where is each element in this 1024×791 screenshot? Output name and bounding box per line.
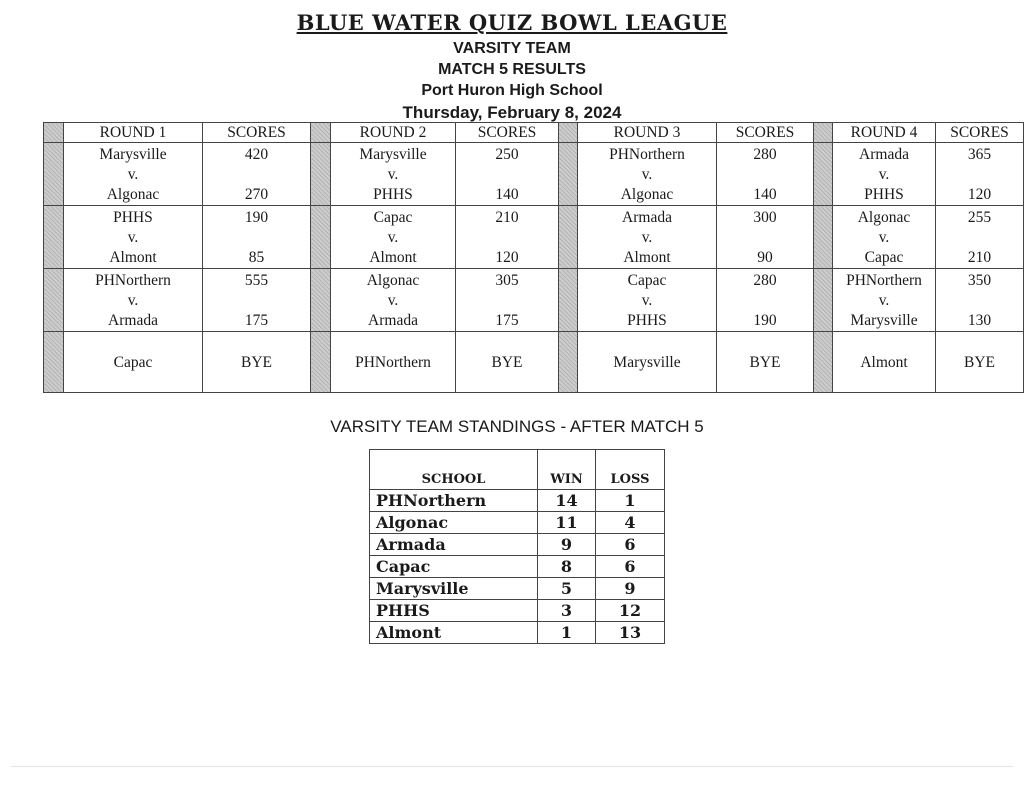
scores-header: SCORES — [203, 123, 311, 143]
versus-label: v. — [127, 166, 139, 183]
round-spacer — [44, 143, 64, 206]
round-spacer — [311, 269, 331, 332]
score-2: 140 — [495, 186, 519, 203]
score-spacer — [203, 291, 310, 311]
match-row — [44, 206, 1024, 269]
standings-loss: 12 — [596, 600, 665, 622]
page-edge-line — [10, 766, 1014, 767]
match-scores — [717, 269, 814, 332]
standings-win: 5 — [538, 578, 596, 600]
round-spacer — [44, 206, 64, 269]
round-spacer — [44, 332, 64, 393]
standings-row — [370, 600, 665, 622]
team-1: PHNorthern — [846, 272, 922, 289]
round-spacer — [814, 269, 833, 332]
round-spacer — [814, 143, 833, 206]
match-scores — [456, 269, 559, 332]
round-spacer — [814, 332, 833, 393]
round-spacer — [311, 206, 331, 269]
round-header: ROUND 1 — [64, 123, 203, 143]
team-1: Marysville — [359, 146, 427, 163]
bye-team: PHNorthern — [331, 332, 456, 393]
bye-row — [44, 332, 1024, 393]
scores-header: SCORES — [717, 123, 814, 143]
bye-label: BYE — [936, 332, 1024, 393]
score-spacer — [936, 165, 1023, 185]
match-teams — [331, 206, 456, 269]
results-header-row — [44, 123, 1024, 143]
score-1: 555 — [244, 272, 269, 289]
standings-loss: 13 — [596, 622, 665, 644]
team-2: Capac — [864, 249, 904, 266]
team-level: VARSITY TEAM — [453, 40, 571, 57]
team-1: PHNorthern — [95, 272, 171, 289]
round-spacer — [559, 206, 578, 269]
score-2: 85 — [248, 249, 265, 266]
versus-label: v. — [387, 229, 399, 246]
school-header: SCHOOL — [370, 450, 538, 490]
score-2: 130 — [967, 312, 992, 329]
round-spacer — [559, 269, 578, 332]
round-spacer — [814, 123, 833, 143]
league-title: BLUE WATER QUIZ BOWL LEAGUE — [296, 10, 728, 35]
results-table — [43, 122, 1024, 393]
match-teams — [578, 143, 717, 206]
match-scores — [203, 206, 311, 269]
standings-loss: 9 — [596, 578, 665, 600]
score-spacer — [717, 228, 813, 248]
round-spacer — [559, 332, 578, 393]
standings-school: PHNorthern — [370, 490, 538, 512]
team-1: Marysville — [99, 146, 167, 163]
versus-label: v. — [878, 166, 890, 183]
score-1: 210 — [495, 209, 519, 226]
match-scores — [203, 143, 311, 206]
score-2: 190 — [753, 312, 777, 329]
standings-row — [370, 578, 665, 600]
score-spacer — [456, 291, 558, 311]
team-2: PHHS — [627, 312, 667, 329]
team-1: Armada — [859, 146, 909, 163]
match-scores — [936, 206, 1024, 269]
match-scores — [717, 206, 814, 269]
bye-team: Capac — [64, 332, 203, 393]
match-row — [44, 269, 1024, 332]
team-2: Algonac — [106, 186, 160, 203]
standings-school: Almont — [370, 622, 538, 644]
score-1: 365 — [967, 146, 992, 163]
score-1: 350 — [967, 272, 992, 289]
standings-school: Armada — [370, 534, 538, 556]
score-1: 420 — [244, 146, 269, 163]
team-1: Algonac — [366, 272, 420, 289]
bye-team: Marysville — [578, 332, 717, 393]
versus-label: v. — [387, 292, 399, 309]
standings-school: PHHS — [370, 600, 538, 622]
round-spacer — [44, 269, 64, 332]
score-spacer — [717, 291, 813, 311]
team-1: PHNorthern — [609, 146, 685, 163]
match-scores — [717, 143, 814, 206]
standings-row — [370, 556, 665, 578]
score-2: 120 — [967, 186, 992, 203]
standings-loss: 6 — [596, 556, 665, 578]
round-spacer — [814, 206, 833, 269]
standings-win: 14 — [538, 490, 596, 512]
venue: Port Huron High School — [421, 82, 603, 99]
bye-label: BYE — [717, 332, 814, 393]
standings-school: Algonac — [370, 512, 538, 534]
match-teams — [833, 269, 936, 332]
standings-row — [370, 534, 665, 556]
standings-row — [370, 622, 665, 644]
round-spacer — [311, 123, 331, 143]
standings-win: 9 — [538, 534, 596, 556]
match-scores — [456, 143, 559, 206]
versus-label: v. — [127, 292, 139, 309]
bye-label: BYE — [203, 332, 311, 393]
standings-school: Marysville — [370, 578, 538, 600]
team-2: PHHS — [373, 186, 413, 203]
standings-row — [370, 490, 665, 512]
standings-row — [370, 512, 665, 534]
score-1: 300 — [753, 209, 777, 226]
match-row — [44, 143, 1024, 206]
round-spacer — [559, 123, 578, 143]
match-teams — [331, 143, 456, 206]
standings-win: 1 — [538, 622, 596, 644]
match-scores — [456, 206, 559, 269]
score-2: 120 — [495, 249, 519, 266]
match-teams — [578, 269, 717, 332]
round-spacer — [44, 123, 64, 143]
team-2: Armada — [368, 312, 418, 329]
versus-label: v. — [641, 229, 653, 246]
standings-loss: 1 — [596, 490, 665, 512]
versus-label: v. — [127, 229, 139, 246]
match-date: Thursday, February 8, 2024 — [402, 103, 622, 122]
score-1: 255 — [967, 209, 992, 226]
standings-loss: 4 — [596, 512, 665, 534]
match-teams — [833, 143, 936, 206]
score-1: 250 — [495, 146, 519, 163]
score-spacer — [456, 165, 558, 185]
score-spacer — [203, 228, 310, 248]
round-header: ROUND 4 — [833, 123, 936, 143]
match-teams — [833, 206, 936, 269]
team-1: PHHS — [113, 209, 153, 226]
standings-table — [369, 449, 665, 644]
match-teams — [64, 143, 203, 206]
team-1: Capac — [627, 272, 667, 289]
match-title: MATCH 5 RESULTS — [438, 61, 586, 78]
score-spacer — [936, 228, 1023, 248]
team-2: Almont — [109, 249, 157, 266]
scores-header: SCORES — [936, 123, 1024, 143]
score-spacer — [936, 291, 1023, 311]
loss-header: LOSS — [596, 450, 665, 490]
score-2: 175 — [495, 312, 519, 329]
match-teams — [331, 269, 456, 332]
team-2: PHHS — [864, 186, 904, 203]
score-2: 90 — [757, 249, 773, 266]
versus-label: v. — [641, 166, 653, 183]
standings-win: 8 — [538, 556, 596, 578]
team-2: Armada — [108, 312, 158, 329]
standings-header-row — [370, 450, 665, 490]
win-header: WIN — [538, 450, 596, 490]
team-2: Algonac — [620, 186, 674, 203]
match-teams — [64, 206, 203, 269]
versus-label: v. — [878, 229, 890, 246]
team-2: Almont — [623, 249, 671, 266]
team-2: Marysville — [850, 312, 918, 329]
score-1: 305 — [495, 272, 519, 289]
versus-label: v. — [878, 292, 890, 309]
team-1: Armada — [622, 209, 672, 226]
score-spacer — [456, 228, 558, 248]
versus-label: v. — [641, 292, 653, 309]
score-spacer — [203, 165, 310, 185]
standings-win: 11 — [538, 512, 596, 534]
round-spacer — [311, 143, 331, 206]
versus-label: v. — [387, 166, 399, 183]
bye-label: BYE — [456, 332, 559, 393]
score-2: 270 — [244, 186, 269, 203]
score-2: 210 — [967, 249, 992, 266]
score-1: 190 — [244, 209, 269, 226]
match-scores — [203, 269, 311, 332]
score-spacer — [717, 165, 813, 185]
match-teams — [578, 206, 717, 269]
standings-loss: 6 — [596, 534, 665, 556]
round-spacer — [311, 332, 331, 393]
score-1: 280 — [753, 272, 777, 289]
round-header: ROUND 3 — [578, 123, 717, 143]
round-spacer — [559, 143, 578, 206]
scores-header: SCORES — [456, 123, 559, 143]
match-teams — [64, 269, 203, 332]
match-scores — [936, 269, 1024, 332]
match-scores — [936, 143, 1024, 206]
standings-school: Capac — [370, 556, 538, 578]
score-2: 175 — [244, 312, 269, 329]
team-1: Algonac — [857, 209, 911, 226]
standings-win: 3 — [538, 600, 596, 622]
score-1: 280 — [753, 146, 777, 163]
team-2: Almont — [369, 249, 417, 266]
round-header: ROUND 2 — [331, 123, 456, 143]
standings-title: VARSITY TEAM STANDINGS - AFTER MATCH 5 — [330, 417, 704, 436]
team-1: Capac — [373, 209, 413, 226]
bye-team: Almont — [833, 332, 936, 393]
score-2: 140 — [753, 186, 777, 203]
